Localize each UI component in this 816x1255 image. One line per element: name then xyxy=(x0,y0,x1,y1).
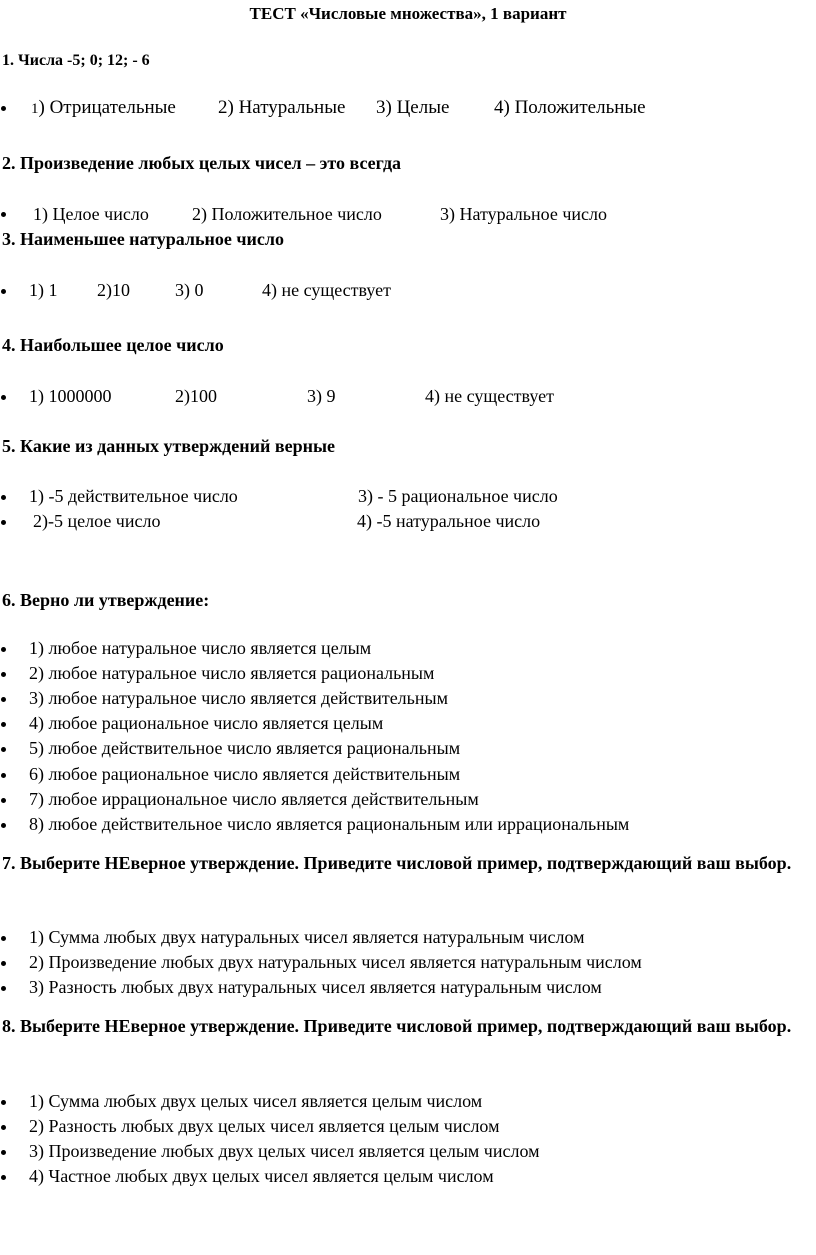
question-1: 1. Числа -5; 0; 12; - 6 xyxy=(2,52,150,69)
q7-item: 3) Разность любых двух натуральных чисел является натуральным числом xyxy=(29,977,602,997)
question-2: 2. Произведение любых целых чисел – это всегда xyxy=(2,153,402,173)
q5-option-3: 3) - 5 рациональное число xyxy=(358,486,558,506)
q2-option-1: 1) Целое число xyxy=(33,204,149,224)
bullet xyxy=(1,936,6,941)
q1-option-1 xyxy=(31,97,176,120)
q8-item: 1) Сумма любых двух целых чисел является целым числом xyxy=(29,1091,483,1111)
bullet xyxy=(1,961,6,966)
q8-item: 2) Разность любых двух целых чисел является целым числом xyxy=(29,1116,500,1136)
bullet xyxy=(1,289,6,294)
bullet xyxy=(1,798,6,803)
q3-option-2: 2)10 xyxy=(97,280,130,300)
q4-option-2: 2)100 xyxy=(175,386,217,406)
q2-option-2: 2) Положительное число xyxy=(192,204,382,224)
bullet xyxy=(1,697,6,702)
bullet xyxy=(1,986,6,991)
q1-option-1-text: ) Отрицательные xyxy=(38,97,176,118)
q1-option-1-number: 1 xyxy=(31,101,39,117)
q2-option-3: 3) Натуральное число xyxy=(440,204,607,224)
q5-option-1: 1) -5 действительное число xyxy=(29,486,238,506)
bullet xyxy=(1,672,6,677)
q6-item: 1) любое натуральное число является целым xyxy=(29,638,372,658)
q6-item: 6) любое рациональное число является действительным xyxy=(29,764,461,784)
q4-option-4: 4) не существует xyxy=(425,386,555,406)
question-3: 3. Наименьшее натуральное число xyxy=(2,229,284,249)
question-7: 7. Выберите НЕверное утверждение. Приведите числовой пример, подтверждающий ваш выбор. xyxy=(2,853,792,873)
bullet xyxy=(1,823,6,828)
bullet xyxy=(1,520,6,525)
bullet xyxy=(1,395,6,400)
q8-item: 4) Частное любых двух целых чисел является целым числом xyxy=(29,1166,494,1186)
question-4: 4. Наибольшее целое число xyxy=(2,335,224,355)
bullet xyxy=(1,106,6,111)
q3-option-3: 3) 0 xyxy=(175,280,204,300)
bullet xyxy=(1,1100,6,1105)
q1-option-2: 2) Натуральные xyxy=(218,97,346,118)
bullet xyxy=(1,722,6,727)
q5-option-2: 2)-5 целое число xyxy=(33,511,161,531)
q7-item: 1) Сумма любых двух натуральных чисел является натуральным числом xyxy=(29,927,585,947)
bullet xyxy=(1,1125,6,1130)
q6-item: 2) любое натуральное число является рациональным xyxy=(29,663,435,683)
bullet xyxy=(1,773,6,778)
q7-item: 2) Произведение любых двух натуральных чисел является натуральным числом xyxy=(29,952,642,972)
q1-option-3: 3) Целые xyxy=(376,97,450,118)
q3-option-4: 4) не существует xyxy=(262,280,392,300)
bullet xyxy=(1,1175,6,1180)
q6-item: 8) любое действительное число является рациональным или иррациональным xyxy=(29,814,630,834)
q4-option-1: 1) 1000000 xyxy=(29,386,112,406)
bullet xyxy=(1,495,6,500)
q6-item: 7) любое иррациональное число является действительным xyxy=(29,789,479,809)
q6-item: 3) любое натуральное число является действительным xyxy=(29,688,448,708)
bullet xyxy=(1,647,6,652)
bullet xyxy=(1,1150,6,1155)
page-title: ТЕСТ «Числовые множества», 1 вариант xyxy=(249,4,567,23)
q3-option-1: 1) 1 xyxy=(29,280,58,300)
q8-item: 3) Произведение любых двух целых чисел является целым числом xyxy=(29,1141,540,1161)
q1-option-4: 4) Положительные xyxy=(494,97,646,118)
q6-item: 5) любое действительное число является рациональным xyxy=(29,738,461,758)
bullet xyxy=(1,212,6,217)
q6-item: 4) любое рациональное число является целым xyxy=(29,713,384,733)
bullet xyxy=(1,747,6,752)
q4-option-3: 3) 9 xyxy=(307,386,336,406)
question-5: 5. Какие из данных утверждений верные xyxy=(2,436,336,456)
question-6: 6. Верно ли утверждение: xyxy=(2,590,210,610)
q5-option-4: 4) -5 натуральное число xyxy=(357,511,541,531)
question-8: 8. Выберите НЕверное утверждение. Приведите числовой пример, подтверждающий ваш выбор. xyxy=(2,1016,792,1036)
